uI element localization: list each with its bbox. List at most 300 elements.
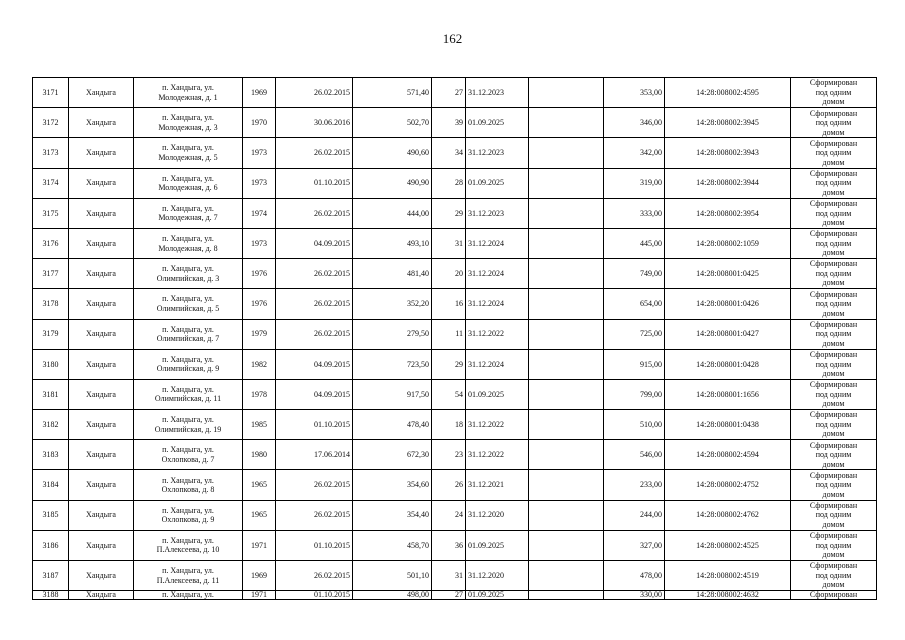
land-status-text: под одним <box>815 329 852 339</box>
row-number-cell <box>33 228 69 258</box>
address-cell <box>134 198 243 228</box>
land-status-text: под одним <box>815 178 852 188</box>
build-year-text: 1973 <box>251 238 267 248</box>
table-row <box>33 168 877 198</box>
land-status-text: Сформирован <box>809 289 858 299</box>
land-status-text: домом <box>822 218 845 228</box>
table-row <box>33 470 877 500</box>
inclusion-date-cell <box>276 78 353 108</box>
deadline-text: 01.09.2025 <box>468 118 504 128</box>
address-text: п. Хандыга, ул. <box>162 566 214 576</box>
locality-text: Хандыга <box>86 480 116 490</box>
deadline-text: 31.12.2023 <box>468 148 504 158</box>
total-area-text: 478,40 <box>407 419 429 429</box>
cadastral-number-cell <box>665 591 791 600</box>
total-area-cell <box>353 228 432 258</box>
land-status-cell <box>791 379 877 409</box>
cadastral-number-cell <box>665 349 791 379</box>
land-area-text: 478,00 <box>640 570 662 580</box>
address-cell <box>134 379 243 409</box>
total-area-text: 723,50 <box>407 359 429 369</box>
row-number-text: 3188 <box>42 590 59 600</box>
row-number-cell <box>33 440 69 470</box>
build-year-text: 1965 <box>251 480 267 490</box>
land-status-text: домом <box>822 278 845 288</box>
address-cell <box>134 500 243 530</box>
inclusion-date-cell <box>276 259 353 289</box>
build-year-cell <box>243 379 276 409</box>
land-area-cell <box>604 198 665 228</box>
build-year-cell <box>243 259 276 289</box>
cadastral-number-cell <box>665 108 791 138</box>
land-status-text: под одним <box>815 510 852 520</box>
build-year-text: 1978 <box>251 389 267 399</box>
locality-cell <box>69 78 134 108</box>
cadastral-number-text: 14:28:008002:4762 <box>696 510 759 520</box>
row-number-text: 3174 <box>42 178 59 188</box>
locality-text: Хандыга <box>86 148 116 158</box>
residents-count-cell <box>432 289 466 319</box>
total-area-text: 354,60 <box>407 480 429 490</box>
address-text: Олимпийская, д. 11 <box>154 394 222 404</box>
cadastral-number-text: 14:28:008002:1059 <box>696 238 759 248</box>
deadline-cell <box>466 410 529 440</box>
table-row <box>33 591 877 600</box>
locality-cell <box>69 440 134 470</box>
total-area-text: 917,50 <box>407 389 429 399</box>
locality-text: Хандыга <box>86 389 116 399</box>
land-status-cell <box>791 530 877 560</box>
deadline-text: 31.12.2023 <box>468 87 504 97</box>
blank-cell <box>529 289 604 319</box>
deadline-cell <box>466 440 529 470</box>
land-status-text: Сформирован <box>809 561 858 571</box>
build-year-cell <box>243 78 276 108</box>
cadastral-number-cell <box>665 138 791 168</box>
land-status-text: Сформирован <box>809 78 858 88</box>
land-area-cell <box>604 440 665 470</box>
address-cell <box>134 319 243 349</box>
land-area-text: 346,00 <box>640 118 662 128</box>
cadastral-number-text: 14:28:008001:0425 <box>696 268 759 278</box>
deadline-text: 31.12.2021 <box>468 480 504 490</box>
deadline-cell <box>466 78 529 108</box>
residents-count-cell <box>432 138 466 168</box>
inclusion-date-text: 26.02.2015 <box>314 570 350 580</box>
table-row <box>33 500 877 530</box>
land-area-text: 546,00 <box>640 450 662 460</box>
address-text: П.Алексеева, д. 11 <box>156 575 220 585</box>
inclusion-date-text: 26.02.2015 <box>314 148 350 158</box>
address-text: Молодежная, д. 6 <box>158 183 218 193</box>
build-year-text: 1980 <box>251 450 267 460</box>
land-status-text: под одним <box>815 450 852 460</box>
inclusion-date-cell <box>276 228 353 258</box>
inclusion-date-cell <box>276 289 353 319</box>
page-number: 162 <box>442 31 463 46</box>
address-text: Молодежная, д. 8 <box>158 243 218 253</box>
land-status-cell <box>791 78 877 108</box>
address-text: Молодежная, д. 7 <box>158 213 218 223</box>
land-status-cell <box>791 470 877 500</box>
land-status-text: под одним <box>815 208 852 218</box>
total-area-cell <box>353 591 432 600</box>
build-year-cell <box>243 289 276 319</box>
land-area-cell <box>604 591 665 600</box>
total-area-text: 501,10 <box>407 570 429 580</box>
land-status-cell <box>791 440 877 470</box>
address-text: п. Хандыга, ул. <box>162 83 214 93</box>
cadastral-number-cell <box>665 228 791 258</box>
blank-cell <box>529 259 604 289</box>
land-status-text: под одним <box>815 419 852 429</box>
blank-cell <box>529 530 604 560</box>
deadline-cell <box>466 561 529 591</box>
deadline-cell <box>466 349 529 379</box>
land-status-text: Сформирован <box>809 229 858 239</box>
locality-text: Хандыга <box>86 268 116 278</box>
land-area-cell <box>604 349 665 379</box>
build-year-text: 1973 <box>251 148 267 158</box>
build-year-text: 1973 <box>251 178 267 188</box>
inclusion-date-cell <box>276 319 353 349</box>
build-year-text: 1976 <box>251 268 267 278</box>
address-cell <box>134 289 243 319</box>
land-status-text: домом <box>822 248 845 258</box>
address-text: п. Хандыга, ул. <box>162 234 214 244</box>
inclusion-date-text: 26.02.2015 <box>314 329 350 339</box>
residents-count-text: 24 <box>455 510 463 520</box>
row-number-text: 3186 <box>42 540 59 550</box>
land-status-text: Сформирован <box>809 470 858 480</box>
blank-cell <box>529 198 604 228</box>
build-year-text: 1982 <box>251 359 267 369</box>
land-area-text: 915,00 <box>640 359 662 369</box>
locality-text: Хандыга <box>86 329 116 339</box>
address-text: Олимпийская, д. 9 <box>156 364 220 374</box>
build-year-text: 1985 <box>251 419 267 429</box>
land-area-text: 510,00 <box>640 419 662 429</box>
deadline-cell <box>466 168 529 198</box>
locality-text: Хандыга <box>86 570 116 580</box>
inclusion-date-cell <box>276 198 353 228</box>
land-status-text: домом <box>822 489 845 499</box>
build-year-text: 1974 <box>251 208 267 218</box>
deadline-cell <box>466 470 529 500</box>
table-row <box>33 319 877 349</box>
locality-text: Хандыга <box>86 359 116 369</box>
land-status-text: под одним <box>815 238 852 248</box>
land-status-text: Сформирован <box>809 410 858 420</box>
table-row <box>33 78 877 108</box>
address-text: Молодежная, д. 1 <box>158 92 218 102</box>
row-number-cell <box>33 591 69 600</box>
land-area-cell <box>604 259 665 289</box>
row-number-cell <box>33 168 69 198</box>
row-number-text: 3171 <box>42 87 59 97</box>
address-text: п. Хандыга, ул. <box>162 445 214 455</box>
row-number-cell <box>33 561 69 591</box>
land-status-text: домом <box>822 550 845 560</box>
residents-count-cell <box>432 530 466 560</box>
inclusion-date-text: 01.10.2015 <box>314 590 350 600</box>
land-status-cell <box>791 561 877 591</box>
land-area-text: 353,00 <box>640 87 662 97</box>
land-area-cell <box>604 561 665 591</box>
row-number-text: 3183 <box>42 450 59 460</box>
total-area-cell <box>353 168 432 198</box>
inclusion-date-text: 26.02.2015 <box>314 299 350 309</box>
residents-count-text: 36 <box>455 540 463 550</box>
build-year-cell <box>243 591 276 600</box>
land-area-cell <box>604 78 665 108</box>
deadline-cell <box>466 530 529 560</box>
total-area-cell <box>353 530 432 560</box>
build-year-text: 1969 <box>251 87 267 97</box>
table-row <box>33 138 877 168</box>
land-status-cell <box>791 591 877 600</box>
locality-text: Хандыга <box>86 450 116 460</box>
blank-cell <box>529 319 604 349</box>
locality-cell <box>69 561 134 591</box>
locality-cell <box>69 470 134 500</box>
locality-cell <box>69 108 134 138</box>
blank-cell <box>529 410 604 440</box>
address-text: Охлопкова, д. 8 <box>161 485 215 495</box>
blank-cell <box>529 349 604 379</box>
blank-cell <box>529 379 604 409</box>
land-status-text: Сформирован <box>809 138 858 148</box>
land-area-text: 749,00 <box>640 268 662 278</box>
land-area-cell <box>604 379 665 409</box>
row-number-cell <box>33 319 69 349</box>
deadline-cell <box>466 289 529 319</box>
land-area-text: 342,00 <box>640 148 662 158</box>
row-number-text: 3173 <box>42 148 59 158</box>
build-year-cell <box>243 198 276 228</box>
address-cell <box>134 440 243 470</box>
deadline-text: 31.12.2024 <box>468 299 504 309</box>
locality-cell <box>69 259 134 289</box>
address-text: Олимпийская, д. 3 <box>156 273 220 283</box>
inclusion-date-text: 01.10.2015 <box>314 178 350 188</box>
land-status-text: домом <box>822 519 845 529</box>
address-text: П.Алексеева, д. 10 <box>156 545 220 555</box>
total-area-cell <box>353 198 432 228</box>
row-number-text: 3181 <box>42 389 59 399</box>
total-area-cell <box>353 440 432 470</box>
land-area-cell <box>604 228 665 258</box>
locality-cell <box>69 500 134 530</box>
residents-count-cell <box>432 198 466 228</box>
locality-cell <box>69 410 134 440</box>
locality-cell <box>69 228 134 258</box>
total-area-cell <box>353 500 432 530</box>
build-year-cell <box>243 108 276 138</box>
residents-count-text: 39 <box>455 118 463 128</box>
build-year-cell <box>243 500 276 530</box>
land-area-cell <box>604 500 665 530</box>
land-status-text: домом <box>822 580 845 590</box>
total-area-cell <box>353 289 432 319</box>
address-text: п. Хандыга, ул. <box>162 203 214 213</box>
land-status-cell <box>791 108 877 138</box>
build-year-cell <box>243 470 276 500</box>
table-row <box>33 289 877 319</box>
residents-count-cell <box>432 470 466 500</box>
cadastral-number-cell <box>665 561 791 591</box>
total-area-cell <box>353 410 432 440</box>
residents-count-text: 34 <box>455 148 463 158</box>
row-number-text: 3177 <box>42 268 59 278</box>
deadline-text: 01.09.2025 <box>468 389 504 399</box>
total-area-cell <box>353 349 432 379</box>
address-text: п. Хандыга, ул. <box>162 415 214 425</box>
land-area-text: 330,00 <box>640 590 662 600</box>
residents-count-text: 20 <box>455 268 463 278</box>
build-year-cell <box>243 349 276 379</box>
residents-count-cell <box>432 168 466 198</box>
address-cell <box>134 168 243 198</box>
residents-count-text: 16 <box>455 299 463 309</box>
locality-cell <box>69 349 134 379</box>
land-status-cell <box>791 319 877 349</box>
row-number-cell <box>33 470 69 500</box>
deadline-text: 01.09.2025 <box>468 178 504 188</box>
address-cell <box>134 470 243 500</box>
table-row <box>33 440 877 470</box>
land-status-text: Сформирован <box>809 531 858 541</box>
residents-count-cell <box>432 591 466 600</box>
build-year-cell <box>243 530 276 560</box>
deadline-text: 31.12.2024 <box>468 238 504 248</box>
row-number-cell <box>33 500 69 530</box>
address-text: п. Хандыга, ул. <box>162 384 214 394</box>
land-area-text: 725,00 <box>640 329 662 339</box>
deadline-cell <box>466 379 529 409</box>
cadastral-number-text: 14:28:008001:0438 <box>696 419 759 429</box>
deadline-cell <box>466 198 529 228</box>
total-area-text: 354,40 <box>407 510 429 520</box>
inclusion-date-cell <box>276 561 353 591</box>
build-year-text: 1965 <box>251 510 267 520</box>
total-area-text: 481,40 <box>407 268 429 278</box>
locality-text: Хандыга <box>86 118 116 128</box>
build-year-cell <box>243 561 276 591</box>
land-area-text: 654,00 <box>640 299 662 309</box>
land-status-cell <box>791 259 877 289</box>
total-area-cell <box>353 138 432 168</box>
residents-count-cell <box>432 410 466 440</box>
blank-cell <box>529 78 604 108</box>
blank-cell <box>529 591 604 600</box>
land-area-cell <box>604 168 665 198</box>
address-cell <box>134 108 243 138</box>
land-area-cell <box>604 289 665 319</box>
table-row <box>33 349 877 379</box>
address-text: Олимпийская, д. 19 <box>154 424 222 434</box>
table-row <box>33 228 877 258</box>
blank-cell <box>529 138 604 168</box>
deadline-cell <box>466 228 529 258</box>
land-area-text: 319,00 <box>640 178 662 188</box>
land-status-cell <box>791 410 877 440</box>
land-status-text: домом <box>822 369 845 379</box>
land-status-text: Сформирован <box>809 199 858 209</box>
residents-count-text: 11 <box>455 329 463 339</box>
residents-count-text: 27 <box>455 590 463 600</box>
land-status-text: под одним <box>815 480 852 490</box>
row-number-text: 3185 <box>42 510 59 520</box>
address-text: п. Хандыга, ул. <box>162 535 214 545</box>
total-area-text: 458,70 <box>407 540 429 550</box>
deadline-cell <box>466 259 529 289</box>
address-text: Олимпийская, д. 7 <box>156 334 220 344</box>
cadastral-number-text: 14:28:008002:3945 <box>696 118 759 128</box>
total-area-text: 571,40 <box>407 87 429 97</box>
total-area-text: 279,50 <box>407 329 429 339</box>
table-row <box>33 259 877 289</box>
residents-count-text: 27 <box>455 87 463 97</box>
locality-text: Хандыга <box>86 540 116 550</box>
cadastral-number-text: 14:28:008002:4594 <box>696 450 759 460</box>
land-status-text: Сформирован <box>809 259 858 269</box>
land-area-text: 327,00 <box>640 540 662 550</box>
row-number-cell <box>33 530 69 560</box>
land-area-cell <box>604 470 665 500</box>
build-year-cell <box>243 168 276 198</box>
land-area-text: 799,00 <box>640 389 662 399</box>
inclusion-date-cell <box>276 108 353 138</box>
residents-count-text: 29 <box>455 208 463 218</box>
land-status-text: Сформирован <box>809 440 858 450</box>
deadline-text: 31.12.2022 <box>468 450 504 460</box>
row-number-cell <box>33 108 69 138</box>
total-area-cell <box>353 108 432 138</box>
deadline-cell <box>466 319 529 349</box>
cadastral-number-text: 14:28:008002:3954 <box>696 208 759 218</box>
table-row <box>33 379 877 409</box>
residents-count-text: 28 <box>455 178 463 188</box>
address-text: п. Хандыга, ул. <box>162 475 214 485</box>
blank-cell <box>529 500 604 530</box>
inclusion-date-text: 26.02.2015 <box>314 480 350 490</box>
build-year-text: 1970 <box>251 118 267 128</box>
residents-count-text: 26 <box>455 480 463 490</box>
address-text: Молодежная, д. 3 <box>158 122 218 132</box>
blank-cell <box>529 440 604 470</box>
build-year-cell <box>243 138 276 168</box>
row-number-text: 3184 <box>42 480 59 490</box>
locality-text: Хандыга <box>86 299 116 309</box>
land-status-text: Сформирован <box>809 108 858 118</box>
residents-count-text: 23 <box>455 450 463 460</box>
address-text: Охлопкова, д. 7 <box>161 454 215 464</box>
land-area-text: 445,00 <box>640 238 662 248</box>
deadline-cell <box>466 108 529 138</box>
residents-count-cell <box>432 319 466 349</box>
row-number-text: 3179 <box>42 329 59 339</box>
land-status-text: Сформирован <box>809 500 858 510</box>
locality-text: Хандыга <box>86 590 116 600</box>
cadastral-number-text: 14:28:008002:4632 <box>696 590 759 600</box>
inclusion-date-cell <box>276 591 353 600</box>
land-status-text: домом <box>822 459 845 469</box>
address-text: п. Хандыга, ул. <box>162 354 214 364</box>
cadastral-number-text: 14:28:008002:3943 <box>696 148 759 158</box>
row-number-text: 3178 <box>42 299 59 309</box>
locality-cell <box>69 530 134 560</box>
